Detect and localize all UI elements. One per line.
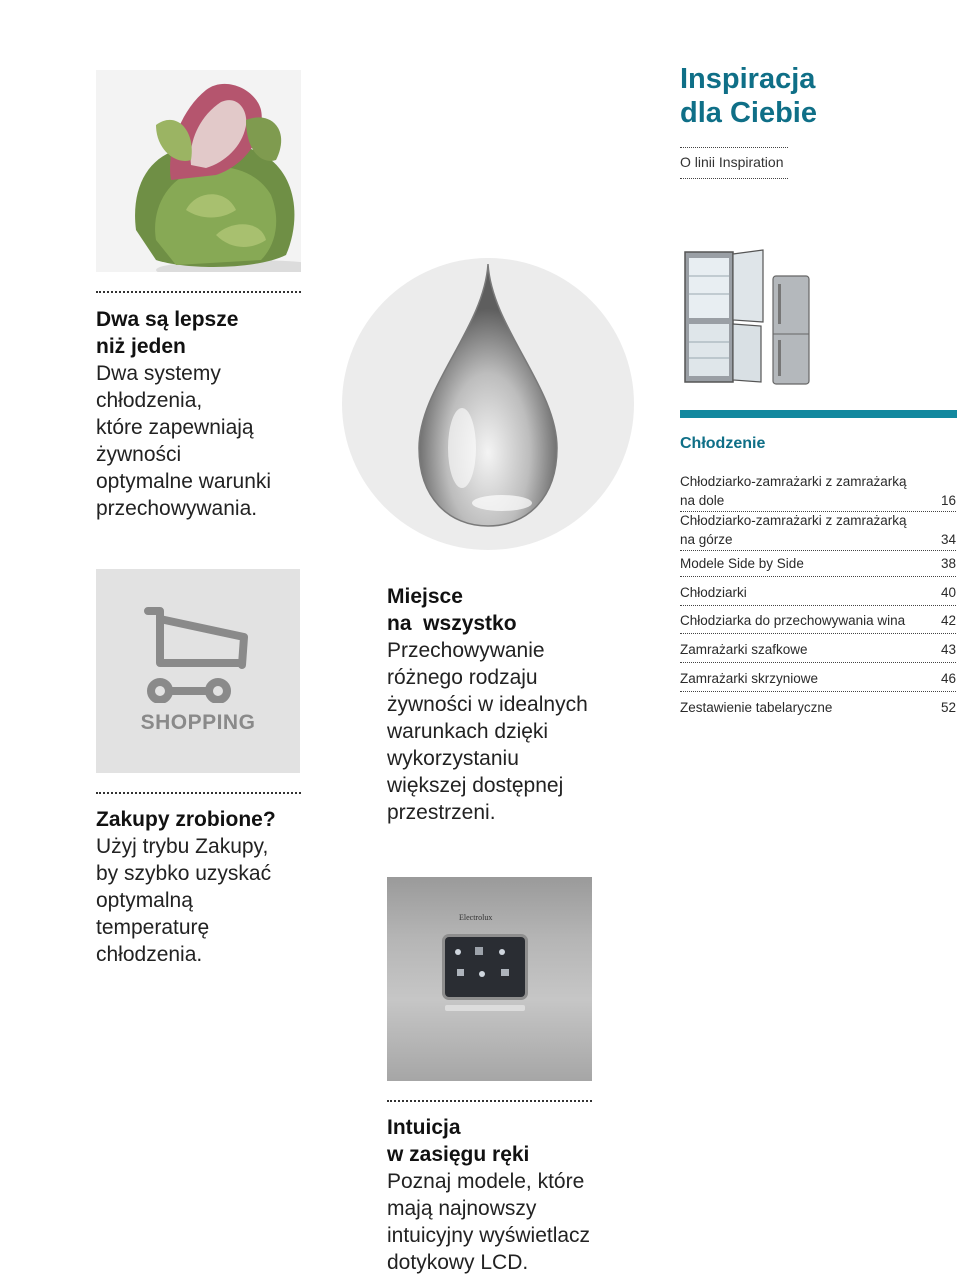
index-item-label: Zamrażarki skrzyniowe bbox=[680, 671, 819, 686]
feature-space bbox=[387, 583, 627, 826]
heading-line: Miejsce bbox=[387, 585, 463, 608]
feature-heading bbox=[96, 306, 326, 360]
index-item-label: Chłodziarko-zamrażarki z zamrażarką bbox=[680, 474, 907, 489]
index-item-label: Chłodziarki bbox=[680, 585, 747, 600]
heading-line: na wszystko bbox=[387, 612, 517, 635]
body-line: przestrzeni. bbox=[387, 801, 496, 824]
feature-body bbox=[96, 833, 326, 968]
divider bbox=[680, 550, 956, 551]
body-line: optymalne warunki bbox=[96, 470, 272, 493]
page-subtitle: O linii Inspiration bbox=[680, 154, 784, 170]
body-line: żywności bbox=[96, 443, 182, 466]
body-line: różnego rodzaju bbox=[387, 666, 538, 689]
index-item-label: Zestawienie tabelaryczne bbox=[680, 700, 833, 715]
body-line: wykorzystaniu bbox=[387, 747, 519, 770]
feature-heading bbox=[387, 583, 627, 637]
heading-line: niż jeden bbox=[96, 335, 186, 358]
body-line: dotykowy LCD. bbox=[387, 1251, 529, 1274]
shopping-label: SHOPPING bbox=[140, 711, 256, 734]
divider bbox=[680, 605, 956, 606]
artichoke-image bbox=[96, 70, 301, 272]
heading-line: Intuicja bbox=[387, 1116, 461, 1139]
body-line: większej dostępnej bbox=[387, 774, 564, 797]
brand-logo: Electrolux bbox=[459, 913, 493, 922]
index-item-page: 43 bbox=[940, 642, 956, 657]
title-line-1: Inspiracja bbox=[680, 63, 816, 95]
index-item-label: Chłodziarka do przechowywania wina bbox=[680, 613, 906, 628]
feature-body bbox=[387, 1168, 627, 1276]
control-panel-image bbox=[387, 877, 592, 1081]
index-item[interactable] bbox=[680, 640, 956, 659]
body-line: chłodzenia, bbox=[96, 389, 203, 412]
feature-lcd bbox=[387, 1114, 627, 1276]
heading-line: w zasięgu ręki bbox=[387, 1143, 530, 1166]
feature-body bbox=[96, 360, 326, 522]
index-heading: Chłodzenie bbox=[680, 435, 766, 452]
feature-shopping-mode bbox=[96, 806, 326, 968]
body-line: Użyj trybu Zakupy, bbox=[96, 835, 269, 858]
divider bbox=[680, 147, 788, 148]
feature-two-systems bbox=[96, 306, 326, 522]
body-line: optymalną bbox=[96, 889, 193, 912]
index-item[interactable] bbox=[680, 669, 956, 688]
index-item-page: 40 bbox=[940, 585, 956, 600]
body-line: żywności w idealnych bbox=[387, 693, 588, 716]
body-line: intuicyjny wyświetlacz bbox=[387, 1224, 591, 1247]
body-line: warunkach dzięki bbox=[387, 720, 549, 743]
title-line-2: dla Ciebie bbox=[680, 97, 817, 129]
body-line: które zapewniają bbox=[96, 416, 254, 439]
index-item[interactable] bbox=[680, 611, 956, 630]
accent-bar bbox=[680, 410, 957, 418]
handle-bar bbox=[445, 1005, 525, 1011]
index-item[interactable] bbox=[680, 554, 956, 573]
body-line: Poznaj modele, które bbox=[387, 1170, 585, 1193]
shopping-tile bbox=[96, 569, 300, 773]
divider bbox=[96, 291, 301, 293]
index-item-page: 42 bbox=[940, 613, 956, 628]
index-item[interactable] bbox=[680, 698, 956, 717]
feature-heading bbox=[387, 1114, 627, 1168]
lcd-display bbox=[445, 937, 525, 997]
feature-body bbox=[387, 637, 627, 826]
index-item-page: 52 bbox=[940, 700, 956, 715]
index-item-label: Chłodziarko-zamrażarki z zamrażarką bbox=[680, 513, 907, 528]
feature-heading: Zakupy zrobione? bbox=[96, 808, 276, 831]
index-item-page: 34 bbox=[940, 532, 956, 547]
divider bbox=[680, 178, 788, 179]
body-line: temperaturę bbox=[96, 916, 210, 939]
index-item-label: Zamrażarki szafkowe bbox=[680, 642, 808, 657]
water-drop-image bbox=[342, 258, 634, 550]
divider bbox=[96, 792, 301, 794]
index-item-label: na górze bbox=[680, 532, 733, 547]
index-item[interactable] bbox=[680, 511, 956, 549]
divider bbox=[680, 633, 956, 634]
index-item-page: 46 bbox=[940, 671, 956, 686]
index-item-page: 38 bbox=[940, 556, 956, 571]
index-item-page: 16 bbox=[940, 493, 956, 508]
heading-line: Dwa są lepsze bbox=[96, 308, 239, 331]
fridge-image bbox=[683, 248, 813, 388]
index-item-label: na dole bbox=[680, 493, 725, 508]
body-line: Dwa systemy bbox=[96, 362, 221, 385]
divider bbox=[680, 691, 956, 692]
body-line: by szybko uzyskać bbox=[96, 862, 272, 885]
divider bbox=[387, 1100, 592, 1102]
body-line: Przechowywanie bbox=[387, 639, 545, 662]
body-line: przechowywania. bbox=[96, 497, 258, 520]
divider bbox=[680, 662, 956, 663]
body-line: mają najnowszy bbox=[387, 1197, 537, 1220]
page-title bbox=[680, 62, 817, 130]
index-item-label: Modele Side by Side bbox=[680, 556, 804, 571]
shopping-cart-icon bbox=[144, 607, 248, 703]
index-item[interactable] bbox=[680, 583, 956, 602]
body-line: chłodzenia. bbox=[96, 943, 203, 966]
index-item[interactable] bbox=[680, 472, 956, 510]
divider bbox=[680, 576, 956, 577]
